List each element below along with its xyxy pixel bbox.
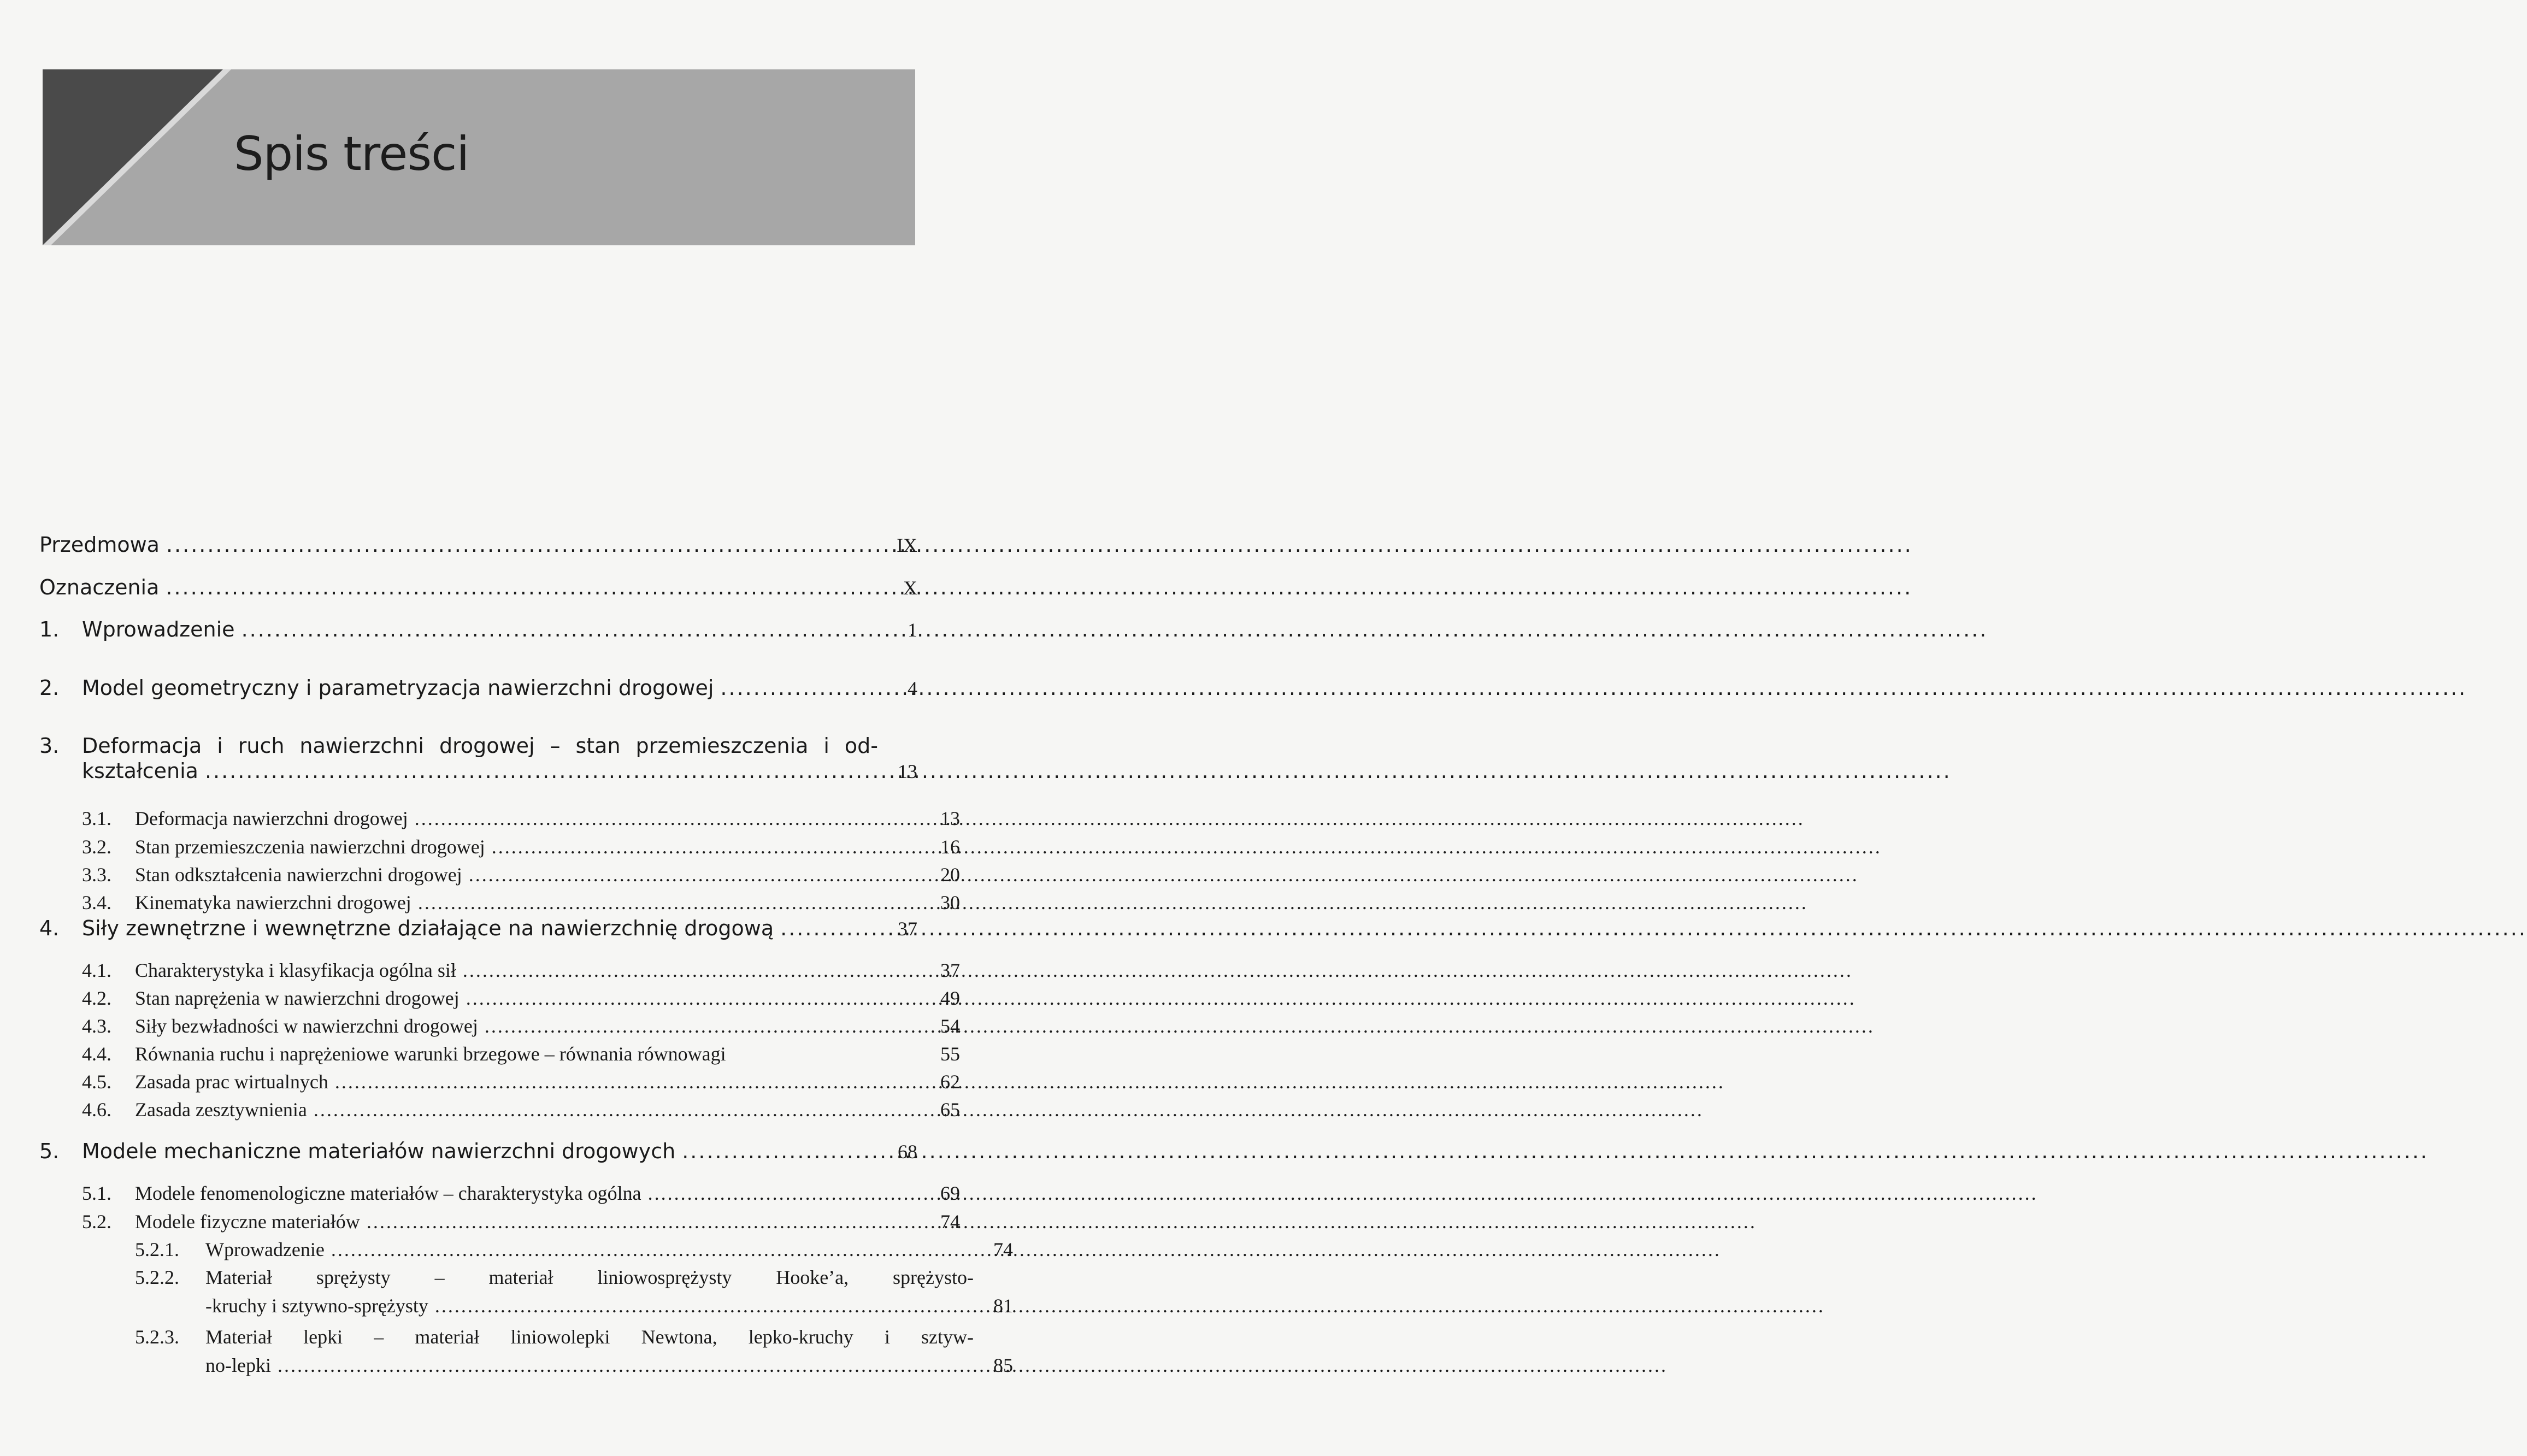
toc-entry-section-4-2[interactable] — [39, 987, 960, 1010]
toc-entry-section-4-6[interactable] — [39, 1098, 960, 1121]
toc-entry-number: 3.4. — [82, 892, 111, 913]
toc-entry-przedmowa[interactable] — [39, 533, 917, 557]
toc-entry-chapter-4[interactable] — [39, 916, 917, 940]
leader-dots — [335, 1070, 914, 1093]
toc-entry-title: Materiał lepki – materiał liniowolepki Newtona, lepko-kruchy i sztyw- — [205, 1326, 974, 1348]
toc-entry-title: Charakterystyka i klasyfikacja ogólna sił — [135, 959, 456, 981]
toc-entry-number: 4.5. — [82, 1071, 111, 1093]
toc-entry-title: Oznaczenia — [39, 575, 160, 599]
toc-entry-title: Wprowadzenie — [205, 1239, 325, 1260]
title-banner — [43, 69, 915, 245]
toc-entry-number: 4.2. — [82, 987, 111, 1009]
toc-entry-number: 4.1. — [82, 959, 111, 981]
toc-entry-title: Deformacja i ruch nawierzchni drogowej – stan przemieszczenia i od- — [82, 734, 878, 758]
toc-entry-chapter-2[interactable] — [39, 676, 917, 700]
toc-entry-number: 3. — [39, 734, 60, 758]
toc-entry-number: 4.4. — [82, 1043, 111, 1065]
toc-entry-page: 13 — [940, 807, 960, 829]
toc-entry-page: 68 — [898, 1141, 917, 1163]
toc-entry-section-3-3[interactable] — [39, 863, 960, 886]
toc-entry-page: 1 — [908, 619, 917, 641]
toc-entry-title-continued: kształcenia — [82, 759, 198, 783]
toc-entry-number: 1. — [39, 617, 60, 641]
toc-entry-title: Model geometryczny i parametryzacja nawierzchni drogowej — [82, 676, 714, 700]
toc-entry-page: 37 — [940, 959, 960, 981]
leader-dots — [367, 1210, 914, 1233]
toc-entry-number: 5.1. — [82, 1182, 111, 1204]
toc-entry-page: IX — [897, 534, 917, 556]
toc-entry-section-4-3[interactable] — [39, 1015, 960, 1038]
leader-dots — [466, 987, 914, 1010]
leader-dots — [166, 533, 871, 557]
toc-entry-section-3-1[interactable] — [39, 807, 960, 830]
toc-entry-number: 5.2.1. — [135, 1239, 179, 1260]
toc-entry-chapter-1[interactable] — [39, 617, 917, 641]
toc-entry-title: Stan odkształcenia nawierzchni drogowej — [135, 864, 462, 886]
leader-dots — [314, 1098, 914, 1121]
toc-entry-page: 74 — [940, 1211, 960, 1233]
leader-dots — [463, 959, 914, 982]
toc-entry-page: 69 — [940, 1182, 960, 1204]
toc-entry-title: Zasada zesztywnienia — [135, 1099, 307, 1121]
toc-entry-section-4-5[interactable] — [39, 1070, 960, 1093]
leader-dots — [648, 1182, 914, 1205]
toc-entry-page: 13 — [898, 761, 917, 782]
toc-entry-page: 85 — [993, 1354, 1013, 1376]
leader-dots — [469, 863, 914, 886]
toc-entry-page: X — [903, 577, 917, 599]
toc-entry-title: Siły zewnętrzne i wewnętrzne działające na nawierzchnię drogową — [82, 916, 774, 940]
toc-entry-section-4-1[interactable] — [39, 959, 960, 982]
toc-entry-chapter-3[interactable] — [39, 734, 917, 783]
toc-entry-number: 5.2. — [82, 1211, 111, 1233]
toc-entry-page: 54 — [940, 1015, 960, 1037]
leader-dots — [720, 676, 871, 700]
leader-dots — [241, 617, 871, 641]
toc-entry-title: Siły bezwładności w nawierzchni drogowej — [135, 1015, 478, 1037]
leader-dots — [415, 807, 914, 830]
toc-entry-page: 30 — [940, 892, 960, 913]
toc-entry-number: 5. — [39, 1139, 60, 1163]
toc-entry-number: 5.2.3. — [135, 1326, 179, 1348]
leader-dots — [166, 575, 871, 599]
toc-entry-page: 37 — [898, 918, 917, 940]
toc-entry-title: Modele fenomenologiczne materiałów – charakterystyka ogólna — [135, 1182, 641, 1204]
toc-entry-page: 20 — [940, 864, 960, 886]
toc-entry-title: Stan naprężenia w nawierzchni drogowej — [135, 987, 460, 1009]
leader-dots — [278, 1354, 967, 1377]
leader-dots — [435, 1294, 967, 1317]
toc-entry-number: 4.3. — [82, 1015, 111, 1037]
toc-entry-number: 3.2. — [82, 836, 111, 858]
toc-entry-title: Stan przemieszczenia nawierzchni drogowej — [135, 836, 485, 858]
leader-dots — [780, 916, 871, 940]
toc-entry-number: 4. — [39, 916, 60, 940]
toc-entry-page: 62 — [940, 1071, 960, 1093]
toc-entry-section-5-2-2[interactable] — [39, 1266, 1013, 1317]
toc-entry-page: 49 — [940, 987, 960, 1009]
toc-entry-page: 74 — [993, 1239, 1013, 1260]
banner-diagonal-decoration — [43, 69, 915, 245]
toc-entry-number: 3.3. — [82, 864, 111, 886]
toc-entry-section-3-4[interactable] — [39, 891, 960, 914]
toc-entry-page: 65 — [940, 1099, 960, 1121]
leader-dots — [485, 1015, 914, 1038]
toc-entry-number: 4.6. — [82, 1099, 111, 1121]
toc-entry-chapter-5[interactable] — [39, 1139, 917, 1163]
toc-entry-page: 16 — [940, 836, 960, 858]
toc-entry-title-continued: -kruchy i sztywno-sprężysty — [205, 1295, 428, 1317]
toc-entry-section-4-4[interactable] — [39, 1042, 960, 1065]
leader-dots — [205, 759, 871, 783]
leader-dots — [492, 835, 914, 858]
toc-entry-title: Materiał sprężysty – materiał liniowosprężysty Hooke’a, sprężysto- — [205, 1266, 974, 1288]
toc-entry-section-5-2-1[interactable] — [39, 1238, 1013, 1261]
toc-entry-title: Równania ruchu i naprężeniowe warunki brzegowe – równania równowagi — [135, 1043, 726, 1065]
toc-entry-page: 81 — [993, 1295, 1013, 1317]
toc-entry-section-5-2-3[interactable] — [39, 1325, 1013, 1377]
toc-entry-section-5-1[interactable] — [39, 1182, 960, 1205]
toc-entry-title: Przedmowa — [39, 533, 160, 557]
toc-entry-number: 2. — [39, 676, 60, 700]
toc-entry-oznaczenia[interactable] — [39, 575, 917, 599]
leader-dots — [331, 1238, 967, 1261]
toc-entry-title: Deformacja nawierzchni drogowej — [135, 807, 408, 829]
toc-entry-page: 55 — [940, 1043, 960, 1065]
toc-entry-title: Wprowadzenie — [82, 617, 235, 641]
toc-entry-number: 5.2.2. — [135, 1266, 179, 1288]
toc-entry-title: Modele mechaniczne materiałów nawierzchni drogowych — [82, 1139, 676, 1163]
toc-entry-section-5-2[interactable] — [39, 1210, 960, 1233]
page-title: Spis treści — [234, 127, 469, 181]
toc-entry-title: Zasada prac wirtualnych — [135, 1071, 328, 1093]
toc-entry-section-3-2[interactable] — [39, 835, 960, 858]
toc-entry-title-continued: no-lepki — [205, 1354, 271, 1376]
toc-entry-title: Modele fizyczne materiałów — [135, 1211, 360, 1233]
leader-dots — [682, 1139, 871, 1163]
toc-entry-title: Kinematyka nawierzchni drogowej — [135, 892, 411, 913]
toc-entry-page: 4 — [908, 677, 917, 699]
toc-entry-number: 3.1. — [82, 807, 111, 829]
leader-dots — [418, 891, 914, 914]
